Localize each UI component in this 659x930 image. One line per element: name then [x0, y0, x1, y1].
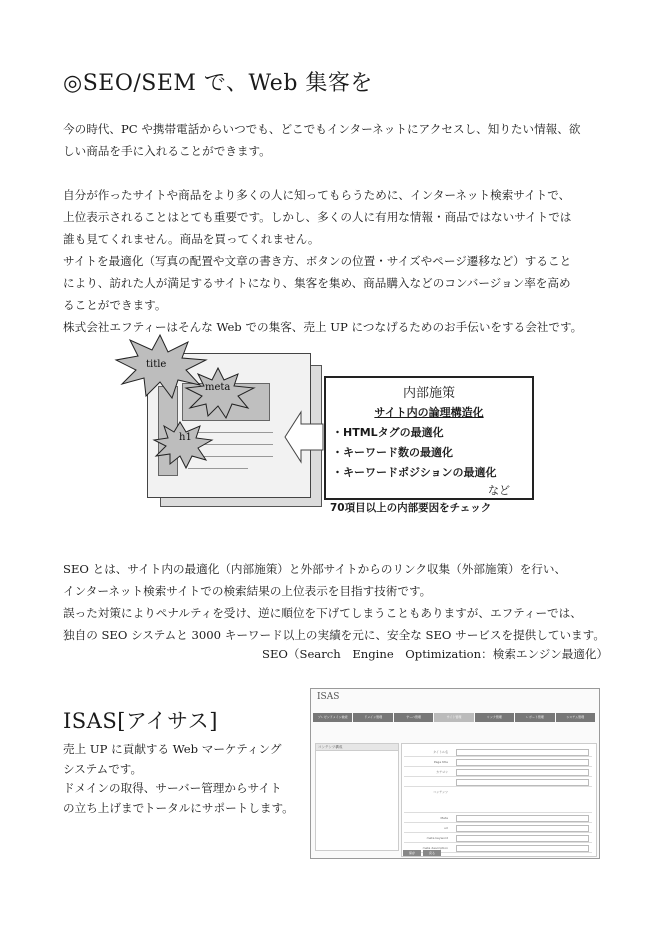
text-line: ることができます。 — [63, 298, 167, 312]
form-row — [404, 758, 592, 767]
text-line: インターネット検索サイトでの検索結果の上位表示を目指す技術です。 — [63, 584, 432, 598]
form-field — [456, 759, 589, 766]
form-field — [456, 749, 589, 756]
screenshot-nav — [313, 713, 595, 722]
text-line: の立ち上げまでトータルにサポートします。 — [63, 800, 294, 815]
text-line: サイトを最適化（写真の配置や文章の書き方、ボタンの位置・サイズやページ遷移など）すること — [63, 254, 572, 268]
screenshot-tab: サイト管理 — [434, 713, 473, 722]
diagram-caption: 70項目以上の内部要因をチェック — [330, 502, 492, 514]
isas-logo: ISAS — [317, 692, 340, 702]
form-label: タイトル名 — [433, 750, 448, 754]
h1-burst-shape — [154, 422, 212, 468]
form-label: Page title — [433, 760, 448, 764]
form-row — [404, 834, 592, 843]
form-field — [456, 835, 589, 842]
form-row — [404, 788, 592, 813]
arrow-left-icon — [283, 410, 325, 464]
text-line: システムです。 — [63, 761, 143, 776]
box-item: ・HTMLタグの最適化 — [332, 426, 444, 439]
form-row — [404, 824, 592, 833]
form-field — [456, 845, 589, 852]
seo-paragraph — [63, 558, 603, 646]
page-heading: ◎SEO/SEM で、Web 集客を — [63, 71, 373, 96]
burst-label-title: title — [146, 359, 167, 370]
box-subtitle: サイト内の論理構造化 — [374, 406, 484, 419]
screenshot-sidebar — [315, 743, 399, 851]
form-label: meta description — [422, 846, 448, 850]
sidebar-header: コンテンツ構成 — [316, 744, 398, 751]
form-row — [404, 748, 592, 757]
form-field — [456, 825, 589, 832]
body-paragraph — [63, 184, 603, 338]
form-row — [404, 768, 592, 777]
text-line: 誰も見てくれません。商品を買ってくれません。 — [63, 232, 320, 246]
screenshot-tab: プレゼンドメイン検索 — [313, 713, 352, 722]
screenshot-tab: レポート管理 — [515, 713, 554, 722]
form-label: カテゴリ — [436, 770, 448, 774]
seo-definition: SEO（Search Engine Optimization：検索エンジン最適化） — [262, 647, 609, 661]
isas-title: ISAS[アイサス] — [63, 709, 218, 733]
text-line: 今の時代、PC や携帯電話からいつでも、どこでもインターネットにアクセスし、知りたい情報、欲 — [63, 122, 581, 136]
screenshot-subnav — [315, 725, 593, 739]
form-row — [404, 778, 592, 787]
box-item: ・キーワード数の最適化 — [332, 446, 453, 459]
form-label: Meta — [440, 816, 448, 820]
form-label: コンテンツ — [433, 790, 448, 794]
meta-burst-shape — [186, 368, 254, 418]
text-line: 株式会社エフティーはそんな Web での集客、売上 UP につなげるためのお手伝いをする会社です。 — [63, 320, 583, 334]
text-line: 独自の SEO システムと 3000 キーワード以上の実績を元に、安全な SEO サービスを提供しています。 — [63, 628, 605, 642]
burst-label-meta: meta — [205, 382, 231, 393]
text-line: 自分が作ったサイトや商品をより多くの人に知ってもらうために、インターネット検索サイトで、 — [63, 188, 571, 202]
form-field — [456, 769, 589, 776]
text-line: ドメインの取得、サーバー管理からサイト — [63, 781, 282, 795]
screenshot-tab: リンク管理 — [475, 713, 514, 722]
form-row — [404, 814, 592, 823]
screenshot-back-button: 戻る — [423, 850, 441, 856]
box-suffix: など — [488, 484, 510, 497]
screenshot-form — [401, 743, 597, 857]
internal-measures-box — [324, 376, 534, 500]
screenshot-tab: サーバ管理 — [394, 713, 433, 722]
text-line: 上位表示されることはとても重要です。しかし、多くの人に有用な情報・商品ではないサイトでは — [63, 210, 572, 224]
text-line: 誤った対策によりペナルティを受け、逆に順位を下げてしまうこともありますが、エフティーでは、 — [63, 606, 582, 620]
text-line: 売上 UP に貢献する Web マーケティング — [63, 742, 282, 756]
isas-description — [63, 740, 303, 818]
screenshot-tab: ドメイン管理 — [353, 713, 392, 722]
form-field — [456, 815, 589, 822]
intro-paragraph — [63, 118, 603, 162]
text-line: により、訪れた人が満足するサイトになり、集客を集め、商品購入などのコンバージョン率を高め — [63, 276, 571, 290]
text-line: SEO とは、サイト内の最適化（内部施策）と外部サイトからのリンク収集（外部施策）を行い、 — [63, 562, 567, 576]
form-label: url — [444, 826, 448, 830]
screenshot-save-button: 保存 — [403, 850, 421, 856]
text-line: しい商品を手に入れることができます。 — [63, 144, 271, 158]
burst-label-h1: h1 — [179, 432, 192, 443]
form-label: meta keyword — [426, 836, 448, 840]
box-item: ・キーワードポジションの最適化 — [332, 466, 497, 479]
screenshot-tab: システム管理 — [556, 713, 595, 722]
form-field — [456, 779, 589, 786]
isas-screenshot — [310, 688, 600, 859]
box-title: 内部施策 — [402, 386, 455, 401]
